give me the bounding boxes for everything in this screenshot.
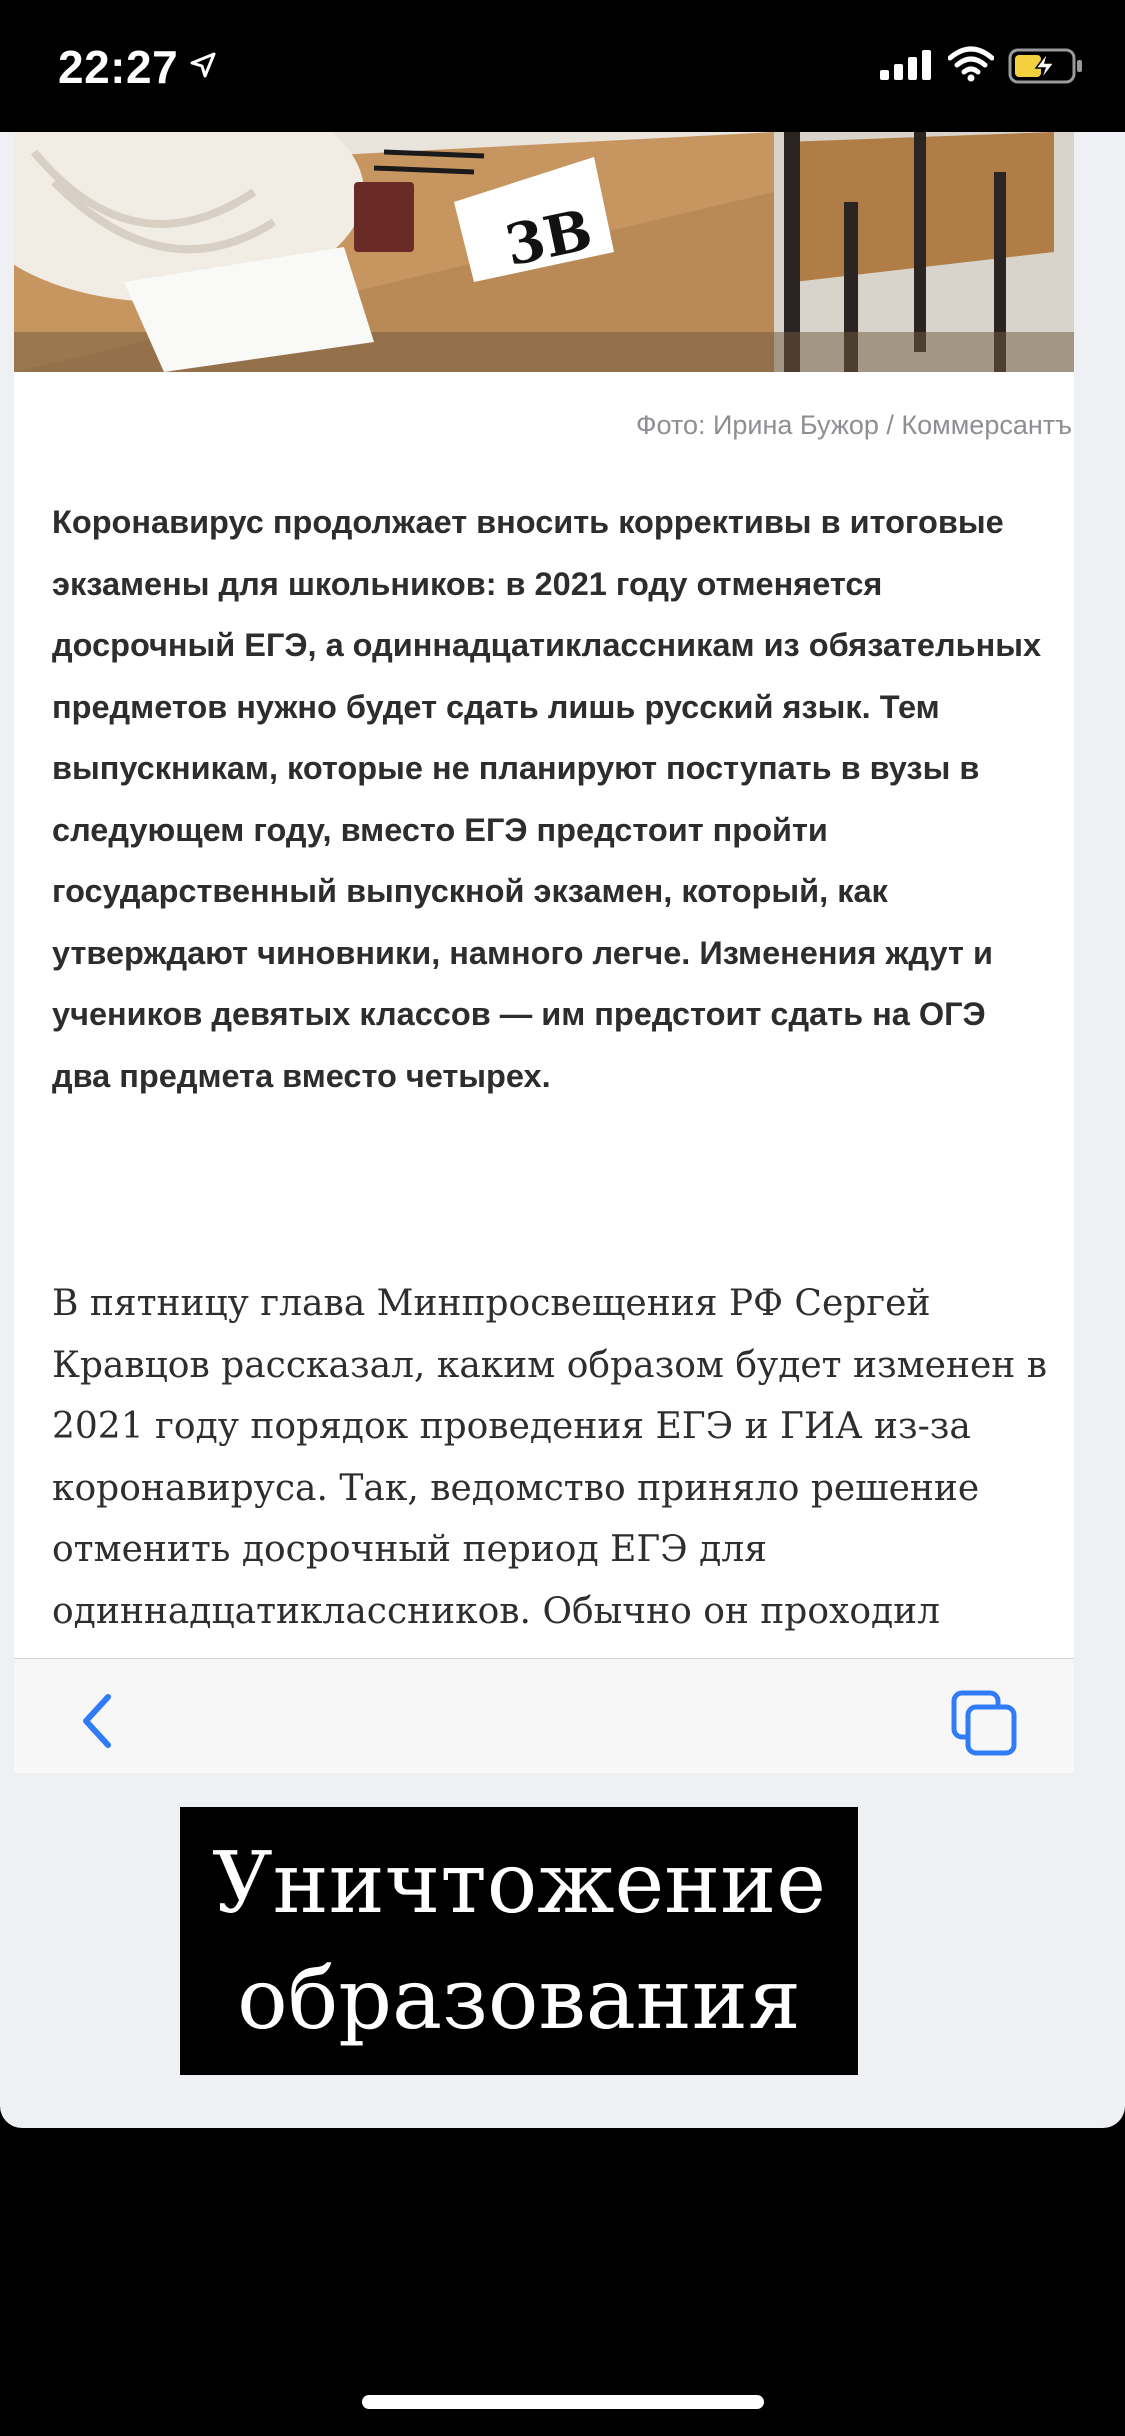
tabs-button[interactable] <box>950 1689 1020 1759</box>
desk-label: 3В <box>499 196 598 280</box>
status-bar <box>0 0 1125 132</box>
signal-icon <box>880 50 934 80</box>
caption-text <box>212 1825 826 2057</box>
location-arrow-icon <box>190 52 216 78</box>
article-photo <box>14 132 1074 372</box>
tabs-icon <box>950 1689 1020 1759</box>
article-lead: Коронавирус продолжает вносить коррективы в итоговые экзамены для школьников: в 2021 году отменяется досрочный ЕГЭ, а одиннадцатиклассникам из обязательных предметов нужно будет сдать лишь русский язык. Тем выпускникам, которые не планируют поступать в вузы в следующем году, вместо ЕГЭ предстоит пройти государственный выпускной экзамен, который, как утверждают чиновники, намного легче. Изменения ждут и учеников девятых классов — им предстоит сдать на ОГЭ два предмета вместо четырех. <box>52 504 1042 1094</box>
article-body: В пятницу глава Минпросвещения РФ Сергей Кравцов рассказал, каким образом будет изменен в 2021 году порядок проведения ЕГЭ и ГИА из-за коронавируса. Так, ведомство приняло решение отменить досрочный период ЕГЭ для одиннадцатиклассников. Обычно он проходил <box>52 1283 1047 1632</box>
battery-charging-icon <box>1008 48 1084 84</box>
browser-screen <box>0 132 1125 2128</box>
caption-overlay <box>180 1807 858 2075</box>
caption-line-1: Уничтожение <box>212 1834 826 1932</box>
caption-line-2: образования <box>237 1950 801 2048</box>
chevron-left-icon <box>74 1691 124 1751</box>
home-indicator[interactable] <box>362 2395 764 2409</box>
article-page <box>14 132 1074 1772</box>
wifi-icon <box>948 46 994 82</box>
photo-credit: Фото: Ирина Бужор / Коммерсантъ <box>635 410 1072 440</box>
back-button[interactable] <box>74 1691 124 1751</box>
browser-toolbar <box>14 1658 1074 1773</box>
status-time: 22:27 <box>58 41 179 93</box>
